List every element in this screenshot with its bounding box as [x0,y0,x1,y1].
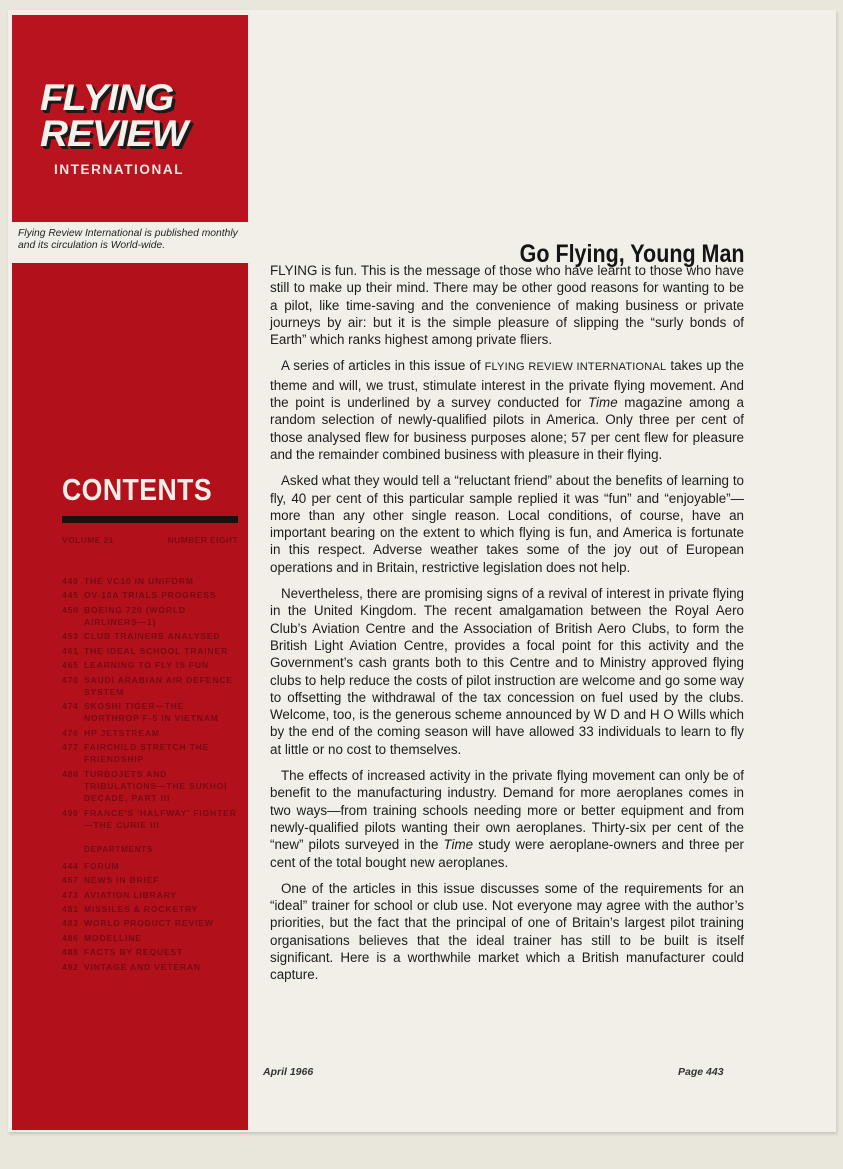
toc-item [62,659,242,671]
logo-line-3: INTERNATIONAL [54,162,185,177]
flying-review-logo [40,77,240,177]
toc-page: 461 [62,645,79,656]
departments-label: DEPARTMENTS [84,844,154,854]
text: A series of articles in this issue of [281,358,485,374]
toc-page: 490 [62,807,79,818]
toc-title: FACTS BY REQUEST [84,947,184,958]
toc-item [62,604,242,628]
publication-caption: Flying Review International is published monthly and its circulation is World-wide. [18,228,238,251]
toc-item [62,741,242,765]
magazine-title: Time [443,837,474,853]
article-headline: Go Flying, Young Man [520,240,745,268]
toc-title: AVIATION LIBRARY [84,889,177,900]
toc-item [62,903,242,915]
number-label: NUMBER EIGHT [167,535,238,545]
paragraph [270,357,744,463]
toc-title: WORLD PRODUCT REVIEW [84,918,214,929]
toc-page: 483 [62,918,79,929]
toc-page: 488 [62,947,79,958]
text: The effects of increased activity in the private flying movement can only be of benefit to the manufacturing industry. Demand for more aeroplanes comes in two ways—from training schools needing more or better equipment and from newly-qualified pilots wanting their own aeroplanes. Thirty-six per cent of the “new” pilots surveyed in the [270,768,744,853]
contents-divider [62,516,238,523]
toc-item [62,645,242,657]
toc-title: FORUM [84,860,120,871]
toc-item [62,807,242,831]
logo-line-2: REVIEW [40,113,187,154]
toc-page: 486 [62,932,79,943]
toc-title: MODELLINE [84,932,142,943]
magazine-title: Time [588,395,618,411]
paragraph: Asked what they would tell a “reluctant friend” about the benefits of learning to fly, 40 per cent of this particular sample replied it was “fun” and “enjoyable”—more than any other single reason. Local conditions, of course, have an important bearing on the extent to which flying is fun, and America is fortunate in this respect. Adverse weather takes some of the joy out of European operations and in Britain, restrictive legislation does not help. [270,473,744,575]
toc-page: 470 [62,674,79,685]
toc-item [62,889,242,901]
toc-item [62,589,242,601]
page-number: Page 443 [678,1066,724,1078]
toc-title: CLUB TRAINERS ANALYSED [84,631,221,642]
toc-page: 444 [62,860,79,871]
toc-title: FRANCE'S 'HALFWAY' FIGHTER—THE CURIE III [84,807,237,830]
features-list [62,575,242,831]
toc-title: NEWS IN BRIEF [84,875,160,886]
toc-title: TURBOJETS AND TRIBULATIONS—THE SUKHOI DECADE, PART III [84,768,228,804]
toc-title: THE VC10 IN UNIFORM [84,576,194,586]
toc-title: VINTAGE AND VETERAN [84,961,201,972]
toc-page: 492 [62,961,79,972]
table-of-contents [62,575,242,975]
toc-page: 473 [62,889,79,900]
toc-item [62,575,242,587]
toc-page: 477 [62,742,79,753]
toc-title: BOEING 720 (WORLD AIRLINERS—1) [84,604,186,627]
toc-page: 445 [62,590,79,601]
toc-page: 450 [62,604,79,615]
paragraph: One of the articles in this issue discusses some of the requirements for an “ideal” trainer for school or club use. Not everyone may agree with the author’s priorities, but the fact that the principal of one of Britain’s largest pilot training organisations believes that the ideal trainer has still to be built is itself significant. Here is a worthwhile market which a British manufacturer could capture. [270,880,744,983]
toc-item [62,961,242,973]
toc-page: 457 [62,875,79,886]
toc-item [62,630,242,642]
toc-title: LEARNING TO FLY IS FUN [84,660,209,671]
toc-page: 476 [62,727,79,738]
toc-page: 481 [62,904,79,915]
toc-item [62,917,242,929]
toc-item [62,874,242,886]
toc-title: OV-10A TRIALS PROGRESS [84,590,217,601]
toc-item [62,860,242,872]
toc-item [62,674,242,698]
magazine-name: FLYING REVIEW INTERNATIONAL [484,361,667,374]
contents-heading: CONTENTS [62,472,213,507]
toc-title: FAIRCHILD STRETCH THE FRIENDSHIP [84,742,210,765]
toc-title: HP JETSTREAM [84,727,160,738]
article-body [270,262,744,993]
toc-page: 474 [62,701,79,712]
toc-title: THE IDEAL SCHOOL TRAINER [84,645,228,656]
toc-page: 465 [62,660,79,671]
volume-line [62,535,238,545]
paragraph [270,767,744,871]
toc-title: SKOSHI TIGER—THE NORTHROP F-5 IN VIETNAM [84,701,219,724]
toc-page: 440 [62,576,79,586]
toc-item [62,932,242,944]
text: takes up the theme and will, we trust, stimulate interest in the private flying movement. And the point is underlined by a survey conducted for [270,358,744,411]
toc-item [62,768,242,805]
departments-list [62,860,242,973]
text: study were aeroplane-owners and three per cent of the total bought new aeroplanes. [270,837,744,870]
paragraph: FLYING is fun. This is the message of those who have learnt to those who have still to make up their mind. There may be other good reasons for wanting to be a pilot, like time-saving and the convenience of making business or private journeys by air: but it is the simple pleasure of slipping the “surly bonds of Earth” which ranks highest among private fliers. [270,263,744,348]
issue-date: April 1966 [263,1066,314,1078]
toc-page: 480 [62,768,79,779]
logo-line-1: FLYING [40,77,174,118]
toc-item [62,727,242,739]
toc-page: 453 [62,631,79,642]
toc-item [62,946,242,958]
toc-title: SAUDI ARABIAN AIR DEFENCE SYSTEM [84,674,233,697]
text: magazine among a random selection of newly-qualified pilots in America. Only three per cent of those analysed flew for business purposes alone; 57 per cent flew for pleasure and the remainder combined business with pleasure in their flying. [270,395,744,462]
volume-label: VOLUME 21 [62,535,114,545]
toc-item [62,700,242,724]
paragraph: Nevertheless, there are promising signs of a revival of interest in private flying in the United Kingdom. The recent amalgamation between the Royal Aero Club’s Aviation Centre and the Association of British Aero Clubs, to form the British Light Aviation Centre, provides a focal point for this activity and the Government’s cash grants both to this Centre and to Ministry approved flying clubs to help reduce the costs of pilot instruction are welcome and go some way to offsetting the withdrawal of the tax concession on fuel used by the clubs. Welcome, too, is the generous scheme announced by W D and H O Wills which by the end of the coming season will have allowed 33 individuals to learn to fly at little or no cost to themselves. [270,586,744,757]
toc-title: MISSILES & ROCKETRY [84,904,199,915]
